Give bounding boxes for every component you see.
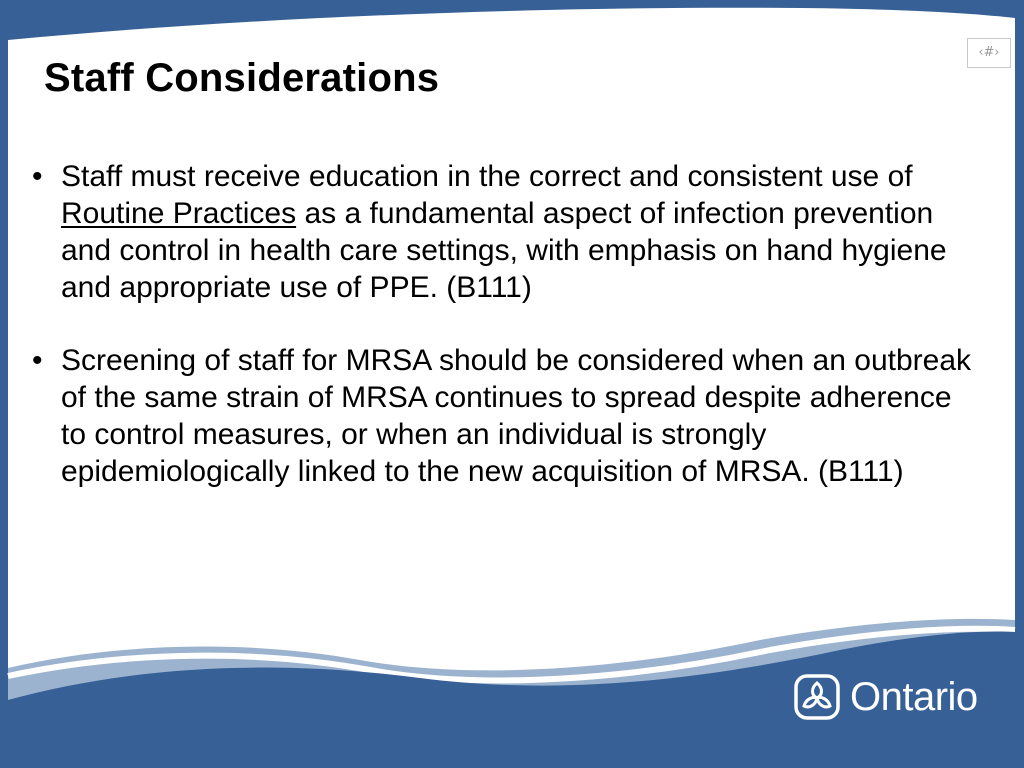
bullet-item: [30, 342, 975, 490]
slide-title: Staff Considerations: [44, 56, 440, 100]
brand-name: Ontario: [850, 675, 978, 719]
routine-practices-link[interactable]: Routine Practices: [61, 197, 297, 230]
bullet-item: [30, 158, 975, 306]
trillium-icon: [794, 674, 840, 720]
ontario-logo: [794, 672, 978, 722]
bullet-text-continued: as a fundamental aspect of infection prevention and control in health care settings, with emphasis on hand hygiene and appropriate use of PPE. (B111): [61, 197, 947, 304]
bullet-mark: •: [32, 160, 43, 193]
bullet-text: Screening of staff for MRSA should be considered when an outbreak of the same strain of MRSA continues to spread despite adherence to control measures, or when an individual is strongly epidemiologically linked to the new acquisition of MRSA. (B111): [61, 344, 972, 488]
bullet-list: [30, 158, 975, 526]
bullet-mark: •: [32, 344, 43, 377]
slide-number-placeholder: ‹#›: [967, 38, 1011, 68]
bullet-text: Staff must receive education in the correct and consistent use of: [61, 160, 913, 193]
